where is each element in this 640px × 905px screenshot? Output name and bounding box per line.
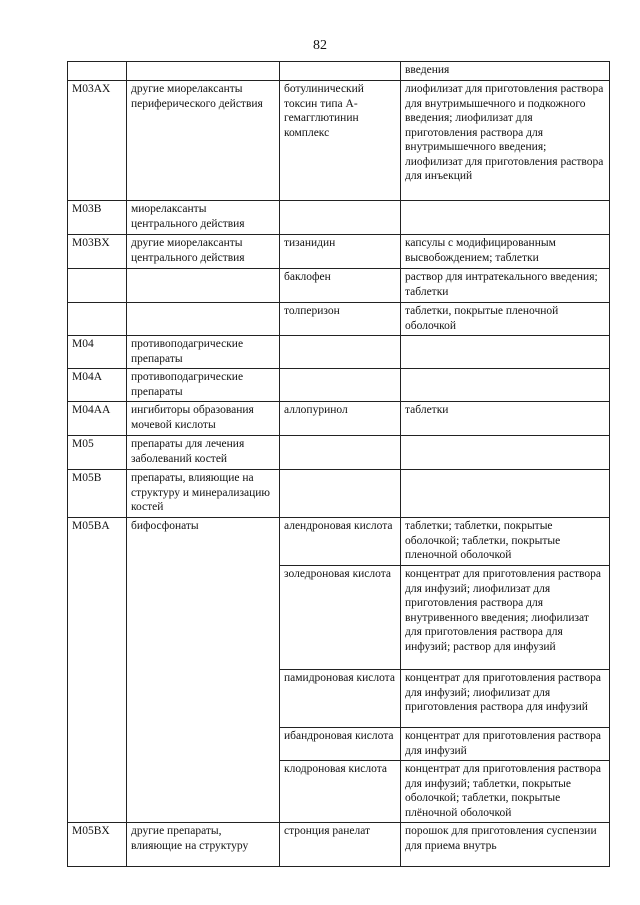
table-row xyxy=(68,269,610,303)
group-cell: препараты для лечения заболеваний костей xyxy=(127,436,280,470)
atc-code-cell: M04 xyxy=(68,336,127,369)
group-cell: миорелаксанты центрального действия xyxy=(127,201,280,235)
group-cell: ингибиторы образования мочевой кислоты xyxy=(127,402,280,436)
page-number: 82 xyxy=(313,38,327,53)
drug-cell xyxy=(280,336,401,369)
form-cell: концентрат для приготовления раствора для инфузий xyxy=(401,728,610,761)
form-cell: таблетки xyxy=(401,402,610,436)
drug-cell: золедроновая кислота xyxy=(280,566,401,670)
group-cell xyxy=(127,269,280,303)
drug-cell: стронция ранелат xyxy=(280,823,401,867)
drug-cell: тизанидин xyxy=(280,235,401,269)
drug-cell xyxy=(280,436,401,470)
atc-code-cell: M03B xyxy=(68,201,127,235)
form-cell: введения xyxy=(401,62,610,81)
atc-code-cell xyxy=(68,269,127,303)
atc-code-cell xyxy=(68,303,127,336)
form-cell: капсулы с модифицированным высвобождением; таблетки xyxy=(401,235,610,269)
form-cell: порошок для приготовления суспензии для приема внутрь xyxy=(401,823,610,867)
drug-cell xyxy=(280,201,401,235)
atc-code-cell: M04AA xyxy=(68,402,127,436)
drug-cell xyxy=(280,470,401,518)
table-row xyxy=(68,566,610,670)
table-row xyxy=(68,235,610,269)
table-row xyxy=(68,62,610,81)
form-cell: лиофилизат для приготовления раствора для внутримышечного и подкожного введения; лиофилизат для приготовления раствора для внутримышечного введения; лиофилизат для приготовления раствора для инъекций xyxy=(401,81,610,201)
atc-code-cell xyxy=(68,670,127,728)
group-cell: бифосфонаты xyxy=(127,518,280,566)
drug-cell: аллопуринол xyxy=(280,402,401,436)
form-cell: раствор для интратекального введения; таблетки xyxy=(401,269,610,303)
atc-code-cell: M03BX xyxy=(68,235,127,269)
drug-cell: толперизон xyxy=(280,303,401,336)
group-cell xyxy=(127,62,280,81)
form-cell xyxy=(401,336,610,369)
atc-code-cell xyxy=(68,566,127,670)
drug-cell: алендроновая кислота xyxy=(280,518,401,566)
table-row xyxy=(68,201,610,235)
drug-table xyxy=(67,61,610,867)
group-cell: препараты, влияющие на структуру и минерализацию костей xyxy=(127,470,280,518)
atc-code-cell xyxy=(68,761,127,823)
form-cell xyxy=(401,436,610,470)
table-row xyxy=(68,761,610,823)
form-cell: концентрат для приготовления раствора для инфузий; лиофилизат для приготовления раствора для инфузий xyxy=(401,670,610,728)
table-row xyxy=(68,670,610,728)
atc-code-cell: M05BX xyxy=(68,823,127,867)
table-row xyxy=(68,470,610,518)
drug-cell: клодроновая кислота xyxy=(280,761,401,823)
form-cell xyxy=(401,470,610,518)
drug-cell: баклофен xyxy=(280,269,401,303)
table-row xyxy=(68,369,610,402)
table-row xyxy=(68,728,610,761)
form-cell: концентрат для приготовления раствора для инфузий; лиофилизат для приготовления раствора для внутривенного введения; лиофилизат для приготовления раствора для инфузий; раствор для инфузий xyxy=(401,566,610,670)
drug-cell: ибандроновая кислота xyxy=(280,728,401,761)
table-row xyxy=(68,518,610,566)
group-cell xyxy=(127,303,280,336)
group-cell xyxy=(127,566,280,670)
group-cell: противоподагрические препараты xyxy=(127,336,280,369)
drug-cell: памидроновая кислота xyxy=(280,670,401,728)
atc-code-cell: M05B xyxy=(68,470,127,518)
group-cell: другие миорелаксанты центрального действия xyxy=(127,235,280,269)
table-row xyxy=(68,402,610,436)
group-cell xyxy=(127,670,280,728)
table-row xyxy=(68,823,610,867)
drug-cell xyxy=(280,369,401,402)
form-cell xyxy=(401,369,610,402)
form-cell xyxy=(401,201,610,235)
table-row xyxy=(68,436,610,470)
atc-code-cell: M05 xyxy=(68,436,127,470)
atc-code-cell xyxy=(68,62,127,81)
group-cell xyxy=(127,728,280,761)
form-cell: таблетки, покрытые пленочной оболочкой xyxy=(401,303,610,336)
group-cell: другие миорелаксанты периферического действия xyxy=(127,81,280,201)
group-cell: другие препараты, влияющие на структуру xyxy=(127,823,280,867)
group-cell: противоподагрические препараты xyxy=(127,369,280,402)
form-cell: таблетки; таблетки, покрытые оболочкой; таблетки, покрытые пленочной оболочкой xyxy=(401,518,610,566)
table-row xyxy=(68,81,610,201)
atc-code-cell: M03AX xyxy=(68,81,127,201)
table-row xyxy=(68,303,610,336)
form-cell: концентрат для приготовления раствора для инфузий; таблетки, покрытые оболочкой; таблетки, покрытые плёночной оболочкой xyxy=(401,761,610,823)
drug-cell xyxy=(280,62,401,81)
atc-code-cell: M04A xyxy=(68,369,127,402)
atc-code-cell: M05BA xyxy=(68,518,127,566)
drug-cell: ботулинический токсин типа A-гемагглютинин комплекс xyxy=(280,81,401,201)
table-row xyxy=(68,336,610,369)
atc-code-cell xyxy=(68,728,127,761)
group-cell xyxy=(127,761,280,823)
